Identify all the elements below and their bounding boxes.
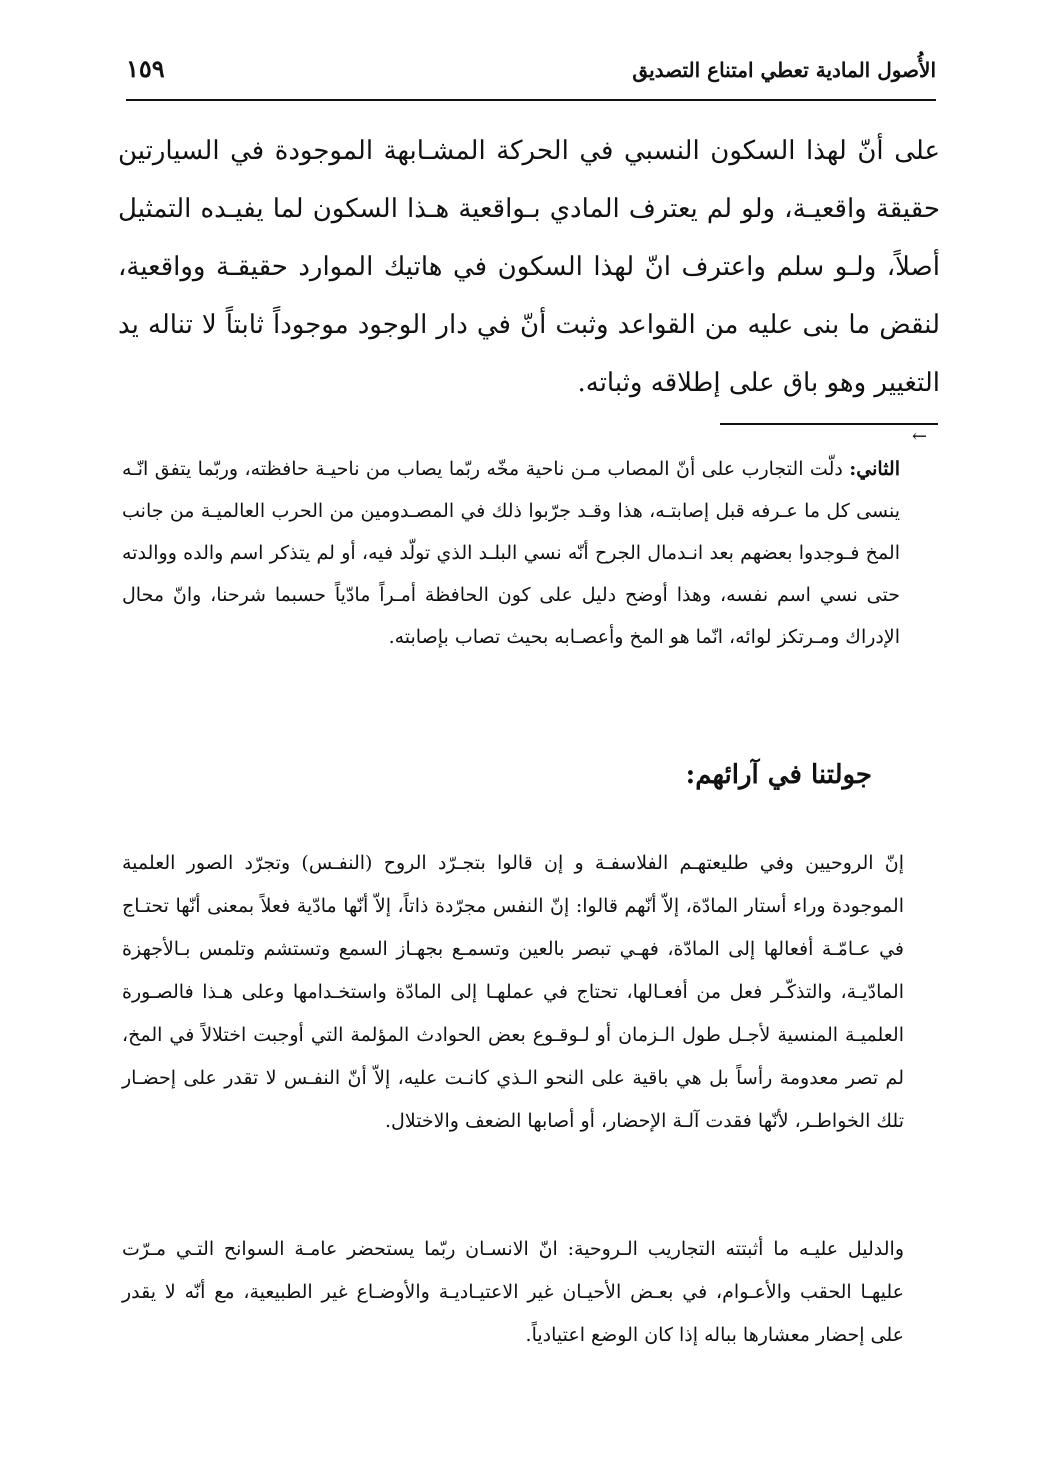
footnote-lead: الثاني:: [849, 458, 900, 480]
main-paragraph: على أنّ لهذا السكون النسبي في الحركة المشـابهة الموجودة في السيارتين حقيقة واقعيـة، ولو لم يعترف المادي بـواقعية هـذا السكون لما يفيـده التمثيل أصلاً، ولـو سلم واعترف انّ لهذا السكون في هاتيك الموارد حقيقـة وواقعية، لنقض ما بنى عليه من القواعد وثبت أنّ في دار الوجود موجوداً ثابتاً لا تناله يد التغيير وهو باق على إطلاقه وثباته.: [118, 136, 940, 398]
body-paragraph: والدليل عليـه ما أثبتته التجاريب الـروحية: انّ الانسـان ربّما يستحضر عامـة السوانح التـي مـرّت عليهـا الحقب والأعـوام، في بعـض الأحيـان غير الاعتيـاديـة والأوضـاع غير الطبيعية، مع أنّه لا يقدر على إحضار معشارها بباله إذا كان الوضع اعتيادياً.: [122, 1238, 904, 1346]
page-header: [126, 52, 936, 96]
footnote-text: دلّت التجارب على أنّ المصاب مـن ناحية مخّه ربّما يصاب من ناحيـة حافظته، وربّما يتفق انّـه ينسى كل ما عـرفه قبل إصابتـه، هذا وقـد جرّبوا ذلك في المصـدومين من الحرب العالميـة من جانب المخ فـوجدوا بعضهم بعد انـدمال الجرح أنّه نسي البلـد الذي تولّد فيه، أو لم يتذكر اسم والده ووالدته حتى نسي اسم نفسه، وهذا أوضح دليل على كون الحافظة أمـراً مادّياً حسبما شرحنا، وانّ محال الإدراك ومـرتكز لوائه، انّما هو المخ وأعصـابه بحيث تصاب بإصابته.: [122, 458, 900, 648]
section-heading: جولتنا في آرائهم:: [685, 760, 872, 790]
body-paragraph: إنّ الروحيين وفي طليعتهـم الفلاسفـة و إن قالوا بتجـرّد الروح (النفـس) وتجرّد الصور العلمية الموجودة وراء أستار المادّة، إلاّ أنّهم قالوا: إنّ النفس مجرّدة ذاتاً، إلاّ أنّها مادّية فعلاً بمعنى أنّها تحتـاج في عـامّـة أفعالها إلى المادّة، فهـي تبصر بالعين وتسمـع بجهـاز السمع وتستشم وتلمس بـالأجهزة المادّيـة، والتذكّـر فعل من أفعـالها، تحتاج في عملهـا إلى المادّة واستخـدامها وعلى هـذا فالصـورة العلميـة المنسية لأجـل طول الـزمان أو لـوقـوع بعض الحوادث المؤلمة التي أوجبت اختلالاً في المخ، لم تصر معدومة رأساً بل هي باقية على النحو الـذي كانـت عليه، إلاّ أنّ النفـس لا تقدر على إحضـار تلك الخواطـر، لأنّها فقدت آلـة الإحضار، أو أصابها الضعف والاختلال.: [122, 852, 904, 1132]
footnote: [122, 448, 900, 658]
footnote-separator: [720, 423, 938, 425]
continuation-arrow-icon: ←: [912, 426, 928, 447]
header-rule: [126, 99, 936, 101]
page-number: ١٥٩: [126, 54, 165, 83]
running-title: الأُصول المادية تعطي امتناع التصديق: [632, 58, 936, 82]
